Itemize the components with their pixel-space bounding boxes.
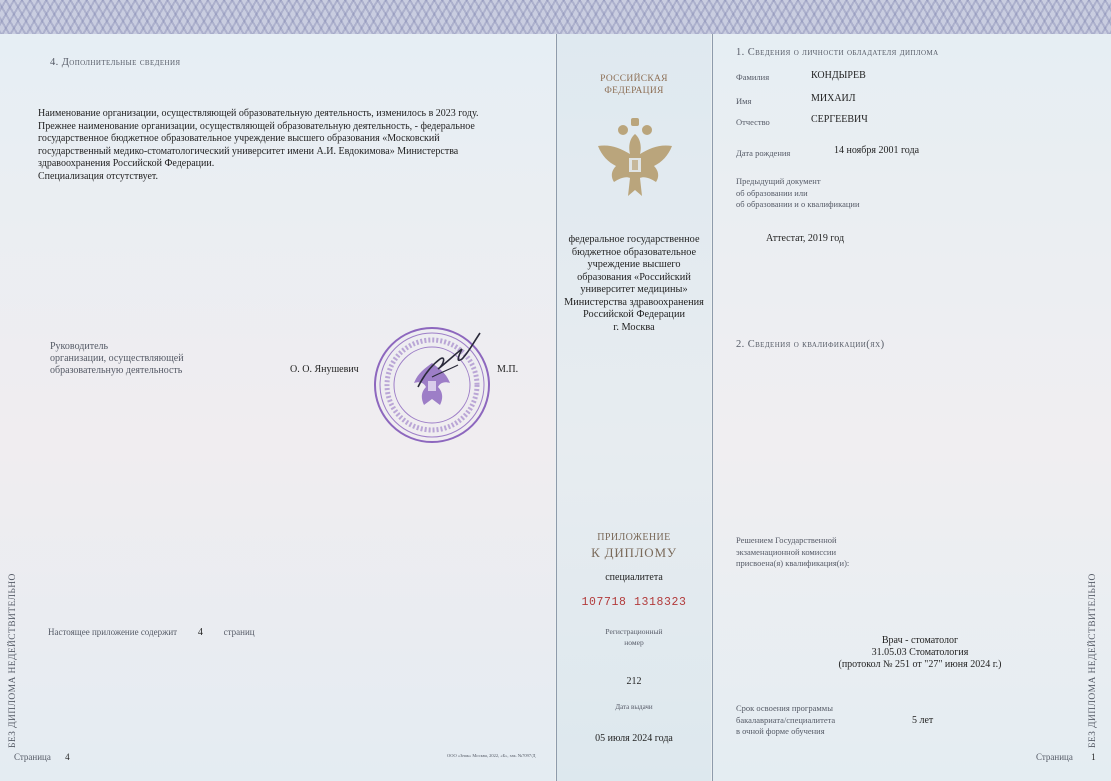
decision-line: экзаменационной комиссии	[736, 546, 836, 557]
name-label: Имя	[736, 96, 752, 106]
paragraph-line: здравоохранения Российской Федерации.	[38, 158, 215, 169]
serial-number: 107718 1318323	[581, 596, 687, 609]
coat-of-arms-emblem	[590, 116, 680, 202]
decision-line: присвоена(я) квалификация(и):	[736, 558, 850, 568]
pages-count: 4	[197, 627, 203, 638]
page-label: Страница	[14, 752, 51, 762]
surname-label: Фамилия	[736, 72, 770, 82]
page-number: 1	[1091, 752, 1096, 762]
org-line: бюджетное образовательное	[571, 246, 697, 258]
decision-label	[736, 535, 849, 570]
head-label-line: организации, осуществляющей	[50, 353, 184, 364]
organization-name	[552, 234, 716, 334]
term-value: 5 лет	[912, 715, 934, 726]
name-value: МИХАИЛ	[811, 93, 856, 104]
org-line: учреждение высшего	[587, 259, 681, 270]
head-label	[50, 341, 184, 377]
degree-type: специалитета	[605, 572, 663, 583]
page-label: Страница	[1036, 752, 1073, 762]
paragraph-line: Специализация отсутствует.	[38, 170, 158, 182]
paragraph-line: Прежнее наименование организации, осуществляющей образовательную деятельность, - федеральное	[38, 120, 475, 132]
org-line: г. Москва	[613, 321, 655, 333]
section2-title: 2. Сведения о квалификации(ях)	[736, 339, 885, 350]
page-footer-right	[1036, 752, 1096, 762]
patronymic-label: Отчество	[736, 117, 770, 127]
reg-label-line: номер	[624, 638, 644, 647]
pages-label: Настоящее приложение содержит	[48, 627, 178, 637]
qualification-line: 31.05.03 Стоматология	[871, 647, 969, 658]
pages-word: страниц	[223, 627, 255, 637]
prev-doc-line: Предыдущий документ	[736, 176, 821, 186]
patronymic-value: СЕРГЕЕВИЧ	[811, 114, 868, 125]
qualification-line: (протокол № 251 от "27" июня 2024 г.)	[838, 659, 1002, 670]
mp-label: М.П.	[497, 364, 519, 375]
additional-info-paragraph	[38, 108, 538, 183]
prev-doc-line: об образовании и о квалификации	[736, 199, 860, 209]
head-label-line: образовательную деятельность	[50, 365, 183, 376]
decorative-border	[0, 0, 1111, 34]
org-line: образования «Российский	[577, 271, 691, 283]
issue-date-label: Дата выдачи	[615, 703, 653, 711]
supplement-title-1: ПРИЛОЖЕНИЕ	[597, 532, 671, 543]
prev-doc-value: Аттестат, 2019 год	[766, 233, 845, 244]
term-label	[736, 703, 835, 738]
country-line: ФЕДЕРАЦИЯ	[604, 86, 664, 96]
qualification	[790, 635, 1050, 671]
surname-value: КОНДЫРЕВ	[811, 70, 866, 81]
term-line: бакалавриата/специалитета	[736, 714, 836, 725]
side-warning-right: БЕЗ ДИПЛОМА НЕДЕЙСТВИТЕЛЬНО	[1088, 573, 1098, 748]
page-number: 4	[65, 752, 70, 762]
paragraph-line: государственный медико-стоматологический университет имени А.И. Евдокимова» Министерства	[38, 145, 459, 157]
head-name: О. О. Янушевич	[290, 364, 359, 375]
section4-title: 4. Дополнительные сведения	[50, 57, 181, 68]
dob-label: Дата рождения	[736, 148, 791, 158]
reg-number: 212	[626, 676, 642, 687]
fold-line-right	[712, 34, 713, 781]
side-warning-left: БЕЗ ДИПЛОМА НЕДЕЙСТВИТЕЛЬНО	[8, 573, 18, 748]
org-line: Российской Федерации	[583, 309, 685, 320]
head-label-line: Руководитель	[50, 341, 109, 352]
fold-line-left	[556, 34, 557, 781]
term-line: Срок освоения программы	[736, 703, 833, 713]
org-line: Министерства здравоохранения	[564, 296, 704, 308]
section1-title: 1. Сведения о личности обладателя диплома	[736, 47, 939, 58]
paragraph-line: Наименование организации, осуществляющей образовательную деятельность, изменилось в 2023 году.	[38, 108, 479, 119]
decision-line: Решением Государственной	[736, 535, 837, 545]
print-info: ООО «Знак» Москва, 2022, «Б», зак. №7097/Д	[447, 753, 536, 758]
paragraph-line: государственное бюджетное образовательное учреждение высшего образования «Московский	[38, 133, 440, 144]
signature	[410, 325, 490, 395]
prev-doc-label	[736, 176, 860, 211]
reg-label-line: Регистрационный	[605, 627, 663, 636]
prev-doc-line: об образовании или	[736, 187, 808, 198]
term-line: в очной форме обучения	[736, 726, 825, 736]
country-name	[557, 73, 711, 97]
org-line: университет медицины»	[580, 284, 688, 295]
issue-date: 05 июля 2024 года	[595, 733, 673, 744]
org-line: федеральное государственное	[568, 234, 700, 245]
country-line: РОССИЙСКАЯ	[600, 74, 668, 84]
page-footer-left	[14, 752, 70, 762]
pages-count-row	[48, 627, 255, 638]
supplement-title-2: К ДИПЛОМУ	[591, 545, 677, 560]
qualification-line: Врач - стоматолог	[881, 635, 959, 646]
reg-number-label	[557, 626, 711, 648]
dob-value: 14 ноября 2001 года	[834, 145, 920, 156]
